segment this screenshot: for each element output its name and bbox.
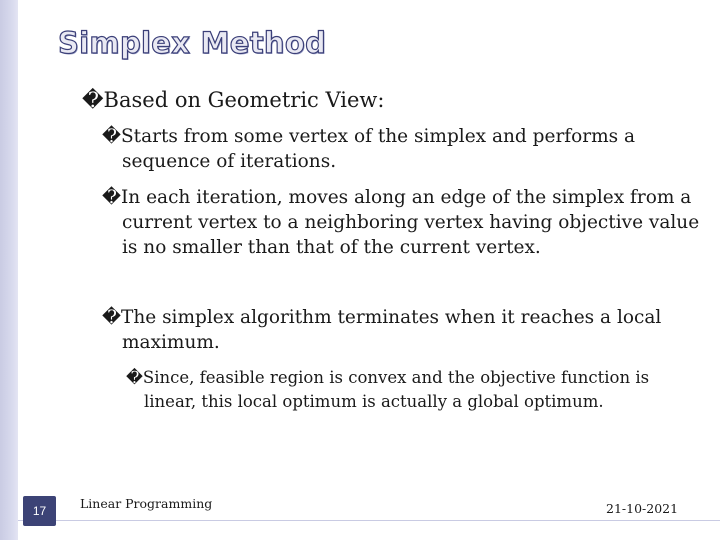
footer-divider [18,520,720,521]
bullet-marker: � [102,307,121,328]
bullet-text: Starts from some vertex of the simplex and performs a sequence of iterations. [120,126,636,172]
bullet-text: Since, feasible region is convex and the objective function is linear, this local optimum is actually a global optimum. [142,368,650,411]
bullet-marker: � [102,187,121,208]
bullet-marker: � [102,126,121,147]
bullet-level3 [126,366,704,414]
left-accent-bar [0,0,18,540]
footer-label: Linear Programming [80,496,213,511]
bullet-level2 [102,124,712,174]
bullet-level2 [102,305,712,355]
bullet-marker: � [82,88,104,112]
bullet-marker: � [126,368,143,387]
bullet-level1 [82,88,384,112]
footer-date: 21-10-2021 [606,501,679,516]
bullet-text: The simplex algorithm terminates when it reaches a local maximum. [120,307,662,353]
slide-number: 17 [23,496,56,526]
slide-title: Simplex Method [58,26,327,60]
bullet-level2 [102,185,712,260]
bullet-text: Based on Geometric View: [103,88,385,112]
bullet-text: In each iteration, moves along an edge of the simplex from a current vertex to a neighboring vertex having objective value is no smaller than that of the current vertex. [120,187,700,258]
